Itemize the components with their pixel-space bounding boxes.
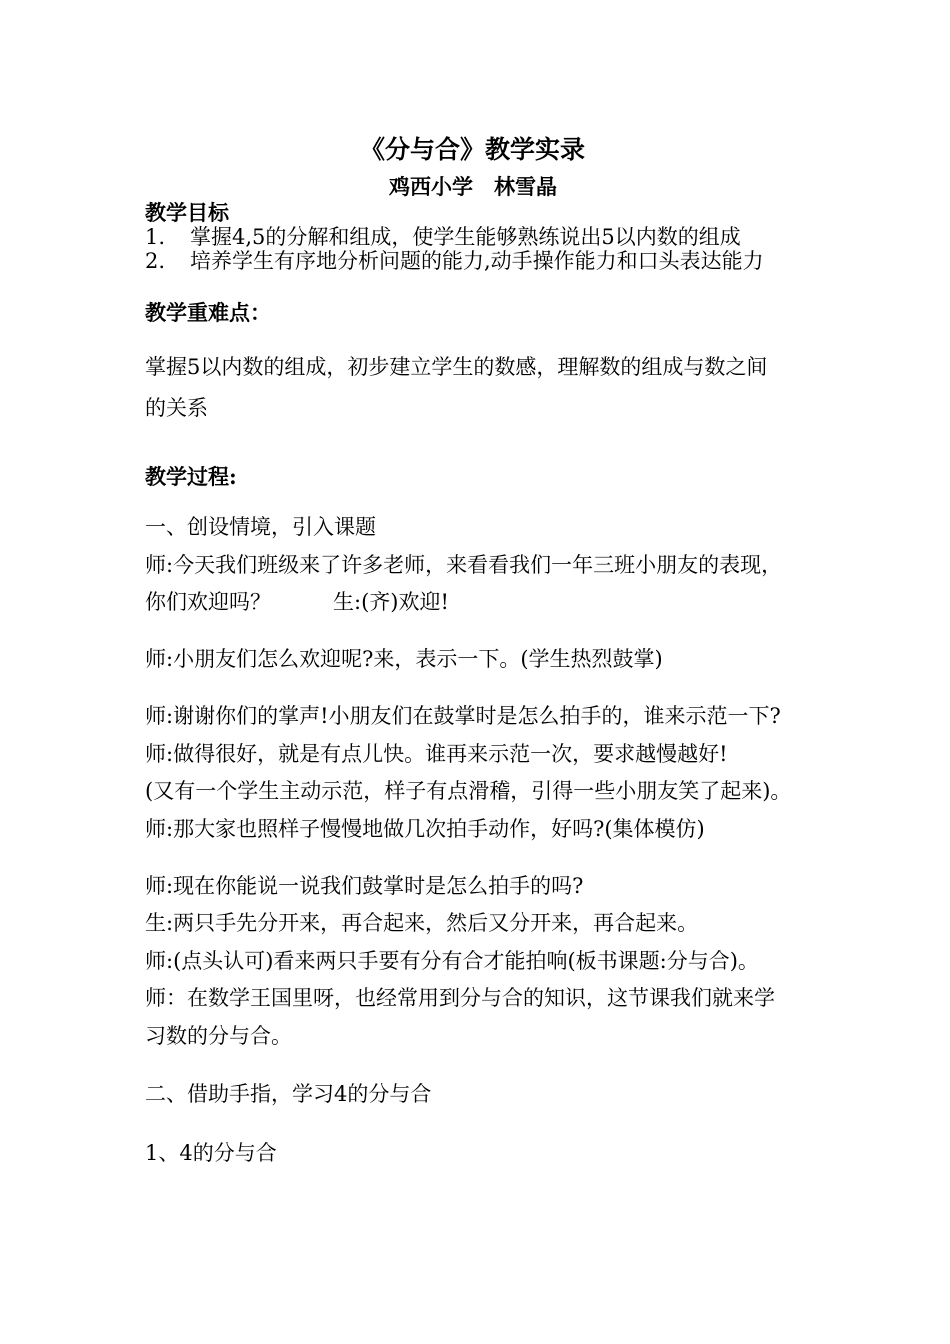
subsection-heading: 1、4的分与合 bbox=[145, 1141, 277, 1165]
dialogue-line: 师:做得很好，就是有点儿快。谁再来示范一次，要求越慢越好! bbox=[145, 742, 728, 766]
process-heading: 教学过程: bbox=[145, 464, 237, 489]
dialogue-line: 师:那大家也照样子慢慢地做几次拍手动作，好吗?(集体模仿) bbox=[145, 817, 705, 841]
dialogue-line: 师:谢谢你们的掌声!小朋友们在鼓掌时是怎么拍手的，谁来示范一下? bbox=[145, 704, 781, 728]
dialogue-line: 师:(点头认可)看来两只手要有分有合才能拍响(板书课题:分与合)。 bbox=[145, 949, 759, 973]
dialogue-line: 师：在数学王国里呀，也经常用到分与合的知识，这节课我们就来学 bbox=[145, 986, 775, 1010]
section-heading: 一、创设情境，引入课题 bbox=[145, 515, 376, 539]
document-title: 《分与合》教学实录 bbox=[359, 135, 585, 164]
objective-number: 2. bbox=[145, 249, 166, 273]
dialogue-question: 你们欢迎吗？ bbox=[145, 590, 271, 614]
dialogue-line bbox=[145, 589, 449, 615]
objective-item bbox=[145, 224, 741, 250]
document-subtitle: 鸡西小学 林雪晶 bbox=[389, 174, 557, 199]
objective-text: 培养学生有序地分析问题的能力,动手操作能力和口头表达能力 bbox=[190, 249, 764, 273]
dialogue-line: 师:今天我们班级来了许多老师，来看看我们一年三班小朋友的表现， bbox=[145, 553, 783, 577]
objective-number: 1. bbox=[145, 225, 166, 249]
key-points-text: 的关系 bbox=[145, 396, 208, 420]
dialogue-line: 生:两只手先分开来，再合起来，然后又分开来，再合起来。 bbox=[145, 911, 699, 935]
dialogue-answer: 生:(齐)欢迎! bbox=[333, 590, 449, 614]
section-heading: 二、借助手指，学习4的分与合 bbox=[145, 1082, 432, 1106]
dialogue-line: 师:现在你能说一说我们鼓掌时是怎么拍手的吗? bbox=[145, 874, 584, 898]
dialogue-line: 师:小朋友们怎么欢迎呢?来，表示一下。(学生热烈鼓掌) bbox=[145, 647, 663, 671]
dialogue-line: 习数的分与合。 bbox=[145, 1024, 292, 1048]
key-points-text: 掌握5以内数的组成，初步建立学生的数感，理解数的组成与数之间 bbox=[145, 355, 768, 379]
objective-text: 掌握4,5的分解和组成，使学生能够熟练说出5以内数的组成 bbox=[190, 225, 741, 249]
objective-item bbox=[145, 248, 764, 274]
dialogue-line: (又有一个学生主动示范，样子有点滑稽，引得一些小朋友笑了起来)。 bbox=[145, 779, 792, 803]
objectives-heading: 教学目标 bbox=[145, 200, 229, 225]
key-points-heading: 教学重难点： bbox=[145, 300, 271, 325]
